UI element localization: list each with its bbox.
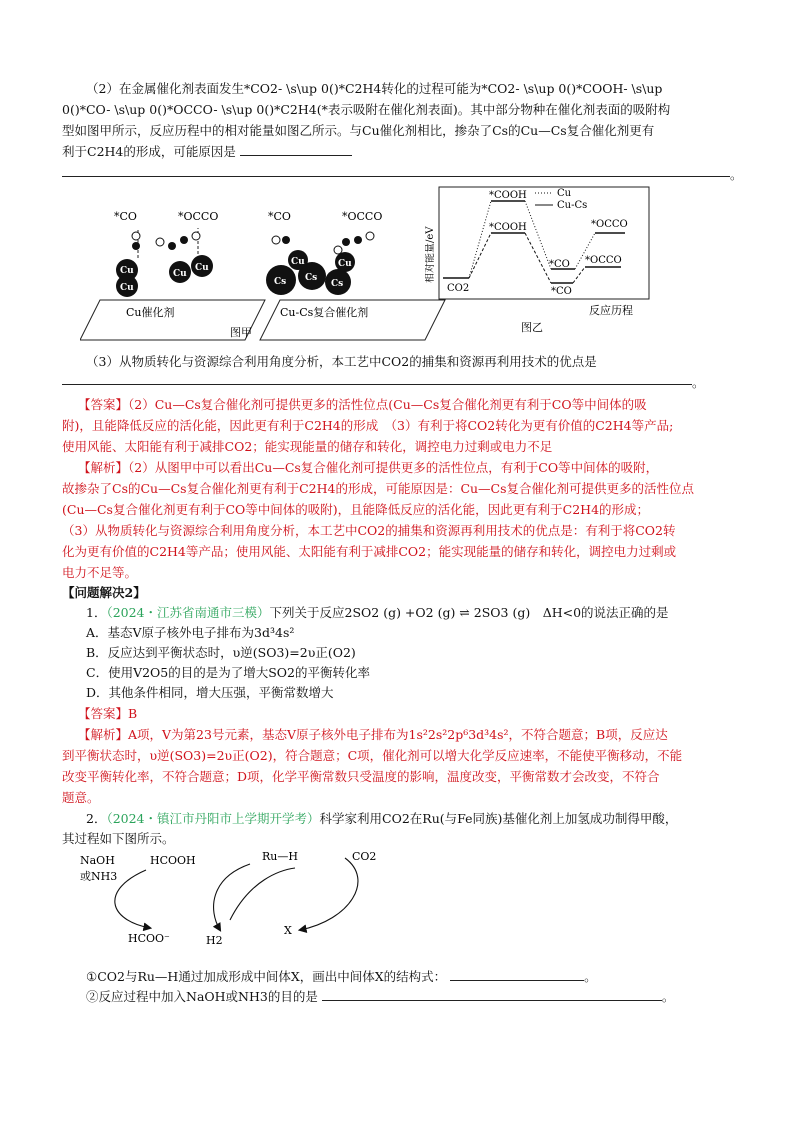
label-ru-h: Ru—H bbox=[262, 850, 298, 863]
p2-sub2-blank bbox=[322, 988, 662, 1001]
p2-stem-line bbox=[86, 810, 677, 828]
cu-catalyst-panel bbox=[80, 210, 265, 340]
label-co-cucs: *CO bbox=[551, 286, 572, 297]
svg-text:Cu: Cu bbox=[120, 266, 134, 276]
p1-analysis-l3: 改变平衡转化率，不符合题意；D项，化学平衡常数只受温度的影响，温度改变，平衡常数才会改变，不符合 bbox=[62, 769, 660, 784]
p2-source: （2024・镇江市丹阳市上学期开学考） bbox=[106, 811, 320, 826]
p1-stem: 下列关于反应2SO2 (g) +O2 (g) ⇌ 2SO3 (g) ΔH<0的说法正确的是 bbox=[269, 605, 669, 620]
label-hcooh: HCOOH bbox=[150, 854, 196, 867]
analysis1-l2: 故掺杂了Cs的Cu—Cs复合催化剂更有利于C2H4的形成，可能原因是：Cu—Cs复合催化剂可提供更多的活性位点 bbox=[62, 481, 695, 496]
p1-option-c[interactable]: C．使用V2O5的目的是为了增大SO2的平衡转化率 bbox=[86, 665, 371, 680]
p2-sub2-text: ②反应过程中加入NaOH或NH3的目的是 bbox=[86, 989, 318, 1004]
q3-blank-line bbox=[62, 384, 692, 385]
p2-sub1-text: ①CO2与Ru—H通过加成形成中间体X，画出中间体X的结构式： bbox=[86, 969, 447, 984]
label-co-cu: *CO bbox=[549, 259, 570, 270]
label-occo-right: *OCCO bbox=[342, 210, 383, 223]
p1-analysis-l4: 题意。 bbox=[62, 790, 100, 805]
q2-line4-text: 利于C2H4的形成，可能原因是 bbox=[62, 144, 236, 159]
p1-option-b[interactable]: B．反应达到平衡状态时，υ逆(SO3)=2υ正(O2) bbox=[86, 645, 356, 660]
label-naoh: NaOH bbox=[80, 854, 115, 867]
analysis1-l5: 化为更有价值的C2H4等产品；使用风能、太阳能有利于减排CO2；能实现能量的储存和转化，调控电力过剩或 bbox=[62, 544, 677, 559]
p2-sub1: ①CO2与Ru—H通过加成形成中间体X，画出中间体X的结构式： 。 bbox=[86, 969, 597, 984]
label-x: X bbox=[284, 924, 292, 937]
section-heading: 【问题解决2】 bbox=[62, 585, 146, 600]
label-occo-cu: *OCCO bbox=[591, 219, 628, 230]
cu-cs-catalyst-panel bbox=[260, 210, 445, 340]
p2-stem2: 其过程如下图所示。 bbox=[62, 831, 175, 846]
p1-number: 1． bbox=[86, 605, 107, 620]
label-hcoo: HCOO⁻ bbox=[128, 932, 170, 945]
p1-option-a[interactable]: A．基态V原子核外电子排布为3d³4s² bbox=[86, 625, 295, 640]
p1-stem-line bbox=[86, 604, 669, 622]
q2-line1: （2）在金属催化剂表面发生*CO2- \s\up 0()*C2H4转化的过程可能为*CO2- \s\up 0()*COOH- \s\up bbox=[86, 81, 663, 96]
svg-text:Cs: Cs bbox=[274, 277, 287, 287]
svg-text:Cu: Cu bbox=[173, 269, 187, 279]
svg-text:Cu: Cu bbox=[291, 257, 305, 267]
p2-sub2: ②反应过程中加入NaOH或NH3的目的是 。 bbox=[86, 989, 675, 1004]
figure-yi bbox=[425, 183, 655, 333]
analysis1-l4: （3）从物质转化与资源综合利用角度分析，本工艺中CO2的捕集和资源再利用技术的优点是：有利于将CO2转 bbox=[62, 523, 676, 538]
svg-text:Cu: Cu bbox=[120, 283, 134, 293]
caption-cu-cs-catalyst: Cu-Cs复合催化剂 bbox=[280, 306, 369, 319]
label-co2: CO2 bbox=[447, 283, 470, 294]
yi-xlabel: 反应历程 bbox=[589, 304, 633, 317]
legend-cu-cs: Cu-Cs bbox=[557, 200, 588, 211]
label-h2: H2 bbox=[206, 934, 223, 947]
q3-line: （3）从物质转化与资源综合利用角度分析，本工艺中CO2的捕集和资源再利用技术的优点是 bbox=[86, 354, 597, 369]
p1-answer: 【答案】B bbox=[78, 706, 138, 721]
p1-source: （2024・江苏省南通市三模） bbox=[106, 605, 270, 620]
p2-stem1: 科学家利用CO2在Ru(与Fe同族)基催化剂上加氢成功制得甲酸， bbox=[319, 811, 678, 826]
analysis1-l1: 【解析】（2）从图甲中可以看出Cu—Cs复合催化剂可提供更多的活性位点，有利于CO等中间体的吸附， bbox=[78, 460, 659, 475]
label-co-right: *CO bbox=[268, 210, 291, 223]
label-occo-left: *OCCO bbox=[178, 210, 219, 223]
p1-analysis-l1: 【解析】A项，V为第23号元素，基态V原子核外电子排布为1s²2s²2p⁶3d³4s²，不符合题意；B项，反应达 bbox=[78, 727, 668, 742]
figure-yi-caption: 图乙 bbox=[521, 321, 543, 333]
label-co-left: *CO bbox=[114, 210, 137, 223]
legend-cu: Cu bbox=[557, 188, 572, 199]
svg-text:Cs: Cs bbox=[305, 273, 318, 283]
p1-analysis-l2: 到平衡状态时，υ逆(SO3)=2υ正(O2)，符合题意；C项，催化剂可以增大化学反应速率，不能使平衡移动，不能 bbox=[62, 748, 683, 763]
svg-text:Cu: Cu bbox=[338, 259, 352, 269]
caption-cu-catalyst: Cu催化剂 bbox=[126, 306, 175, 319]
analysis1-l3: (Cu—Cs复合催化剂更有利于CO等中间体的吸附)，且能降低反应的活化能，因此更有利于C2H4的形成； bbox=[62, 502, 650, 517]
p2-sub1-blank bbox=[450, 968, 584, 981]
answer1-l2: 附)，且能降低反应的活化能，因此更有利于C2H4的形成 （3）有利于将CO2转化为更有价值的C2H4等产品; bbox=[62, 418, 674, 433]
svg-text:Cs: Cs bbox=[331, 279, 344, 289]
figure-jia bbox=[80, 200, 480, 350]
answer1-l1: 【答案】（2）Cu—Cs复合催化剂可提供更多的活性位点(Cu—Cs复合催化剂更有利于CO等中间体的吸 bbox=[78, 397, 647, 412]
answer1-l3: 使用风能、太阳能有利于减排CO2；能实现能量的储存和转化，调控电力过剩或电力不足 bbox=[62, 439, 553, 454]
label-occo-cucs: *OCCO bbox=[585, 255, 622, 266]
yi-ylabel: 相对能量/eV bbox=[425, 226, 436, 283]
label-cooh-cucs: *COOH bbox=[489, 222, 527, 233]
p1-option-d[interactable]: D．其他条件相同，增大压强，平衡常数增大 bbox=[86, 685, 334, 700]
svg-text:Cu: Cu bbox=[195, 263, 209, 273]
figure-jia-caption: 图甲 bbox=[230, 326, 252, 339]
analysis1-l6: 电力不足等。 bbox=[62, 565, 138, 580]
label-co2: CO2 bbox=[352, 850, 377, 863]
label-nh3: 或NH3 bbox=[80, 870, 118, 883]
catalytic-cycle-diagram bbox=[80, 850, 420, 950]
answer-blank-line bbox=[62, 176, 730, 177]
q2-line2: 0()*CO- \s\up 0()*OCCO- \s\up 0()*C2H4(*表示吸附在催化剂表面)。其中部分物种在催化剂表面的吸附构 bbox=[62, 102, 671, 117]
q2-line3: 型如图甲所示，反应历程中的相对能量如图乙所示。与Cu催化剂相比，掺杂了Cs的Cu—Cs复合催化剂更有 bbox=[62, 123, 655, 138]
label-cooh-cu: *COOH bbox=[489, 190, 527, 201]
answer-blank bbox=[240, 143, 352, 156]
p2-number: 2． bbox=[86, 811, 107, 826]
q2-line4 bbox=[62, 143, 352, 161]
